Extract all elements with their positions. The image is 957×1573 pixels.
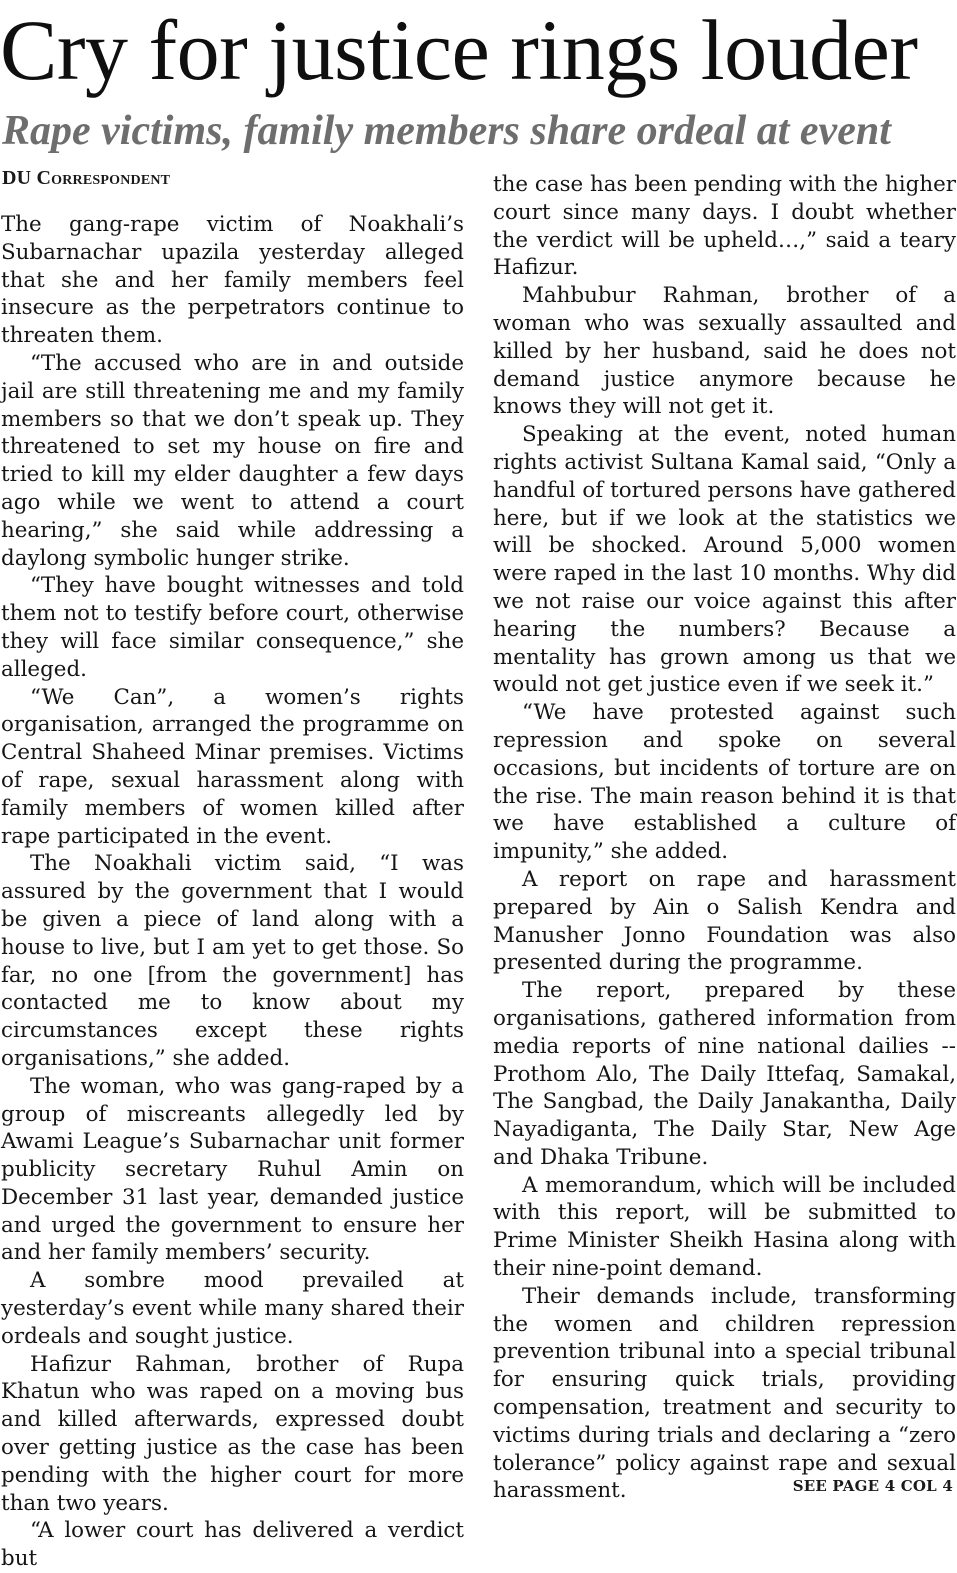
- paragraph: The Noakhali victim said, “I was assured by the government that I would be given a piece of land along with a house to live, but I am yet to get those. So far, no one [from the government] has contacted me to know about my circumstances except these rights organisations,” she added.: [1, 851, 464, 1071]
- continuation-jump-line: SEE PAGE 4 COL 4: [792, 1477, 953, 1495]
- byline: DU Correspondent: [2, 167, 171, 189]
- article-column-left: [1, 211, 464, 1572]
- paragraph: Speaking at the event, noted human rights activist Sultana Kamal said, “Only a handful of tortured persons have gathered here, but if we look at the statistics we will be shocked. Around 5,000 women were raped in the last 10 months. Why did we not raise our voice against this after hearing the numbers? Because a mentality has grown among us that we would not get justice even if we seek it.”: [493, 422, 956, 698]
- paragraph: A memorandum, which will be included with this report, will be submitted to Prime Minister Sheikh Hasina along with their nine-point demand.: [493, 1172, 956, 1282]
- paragraph: A sombre mood prevailed at yesterday’s event while many shared their ordeals and sought justice.: [1, 1268, 464, 1349]
- paragraph: The woman, who was gang-raped by a group of miscreants allegedly led by Awami League’s Subarnachar unit former publicity secretary Ruhul Amin on December 31 last year, demanded justice and urged the government to ensure her and her family members’ security.: [1, 1073, 464, 1266]
- paragraph: “We Can”, a women’s rights organisation, arranged the programme on Central Shaheed Minar premises. Victims of rape, sexual harassment along with family members of women killed after rape participated in the event.: [1, 684, 464, 849]
- paragraph: Hafizur Rahman, brother of Rupa Khatun who was raped on a moving bus and killed afterwards, expressed doubt over getting justice as the case has been pending with the higher court for more than two years.: [1, 1351, 464, 1516]
- paragraph: The report, prepared by these organisations, gathered information from media reports of nine national dailies -- Prothom Alo, The Daily Ittefaq, Samakal, The Sangbad, the Daily Janakantha, Daily Nayadiganta, The Daily Star, New Age and Dhaka Tribune.: [493, 978, 956, 1170]
- paragraph: Their demands include, transforming the women and children repression prevention tribunal into a special tribunal for ensuring quick trials, providing compensation, treatment and security to victims during trials and declaring a “zero tolerance” policy against rape and sexual harassment.: [493, 1283, 956, 1504]
- paragraph: A report on rape and harassment prepared by Ain o Salish Kendra and Manusher Jonno Foundation was also presented during the programme.: [493, 866, 956, 976]
- paragraph: The gang-rape victim of Noakhali’s Subarnachar upazila yesterday alleged that she and her family members feel insecure as the perpetrators continue to threaten them.: [1, 212, 464, 349]
- paragraph: “The accused who are in and outside jail are still threatening me and my family members so that we don’t speak up. They threatened to set my house on fire and tried to kill my elder daughter a few days ago while we went to attend a court hearing,” she said while addressing a daylong symbolic hunger strike.: [1, 350, 464, 571]
- headline: Cry for justice rings louder: [0, 2, 918, 98]
- paragraph: “A lower court has delivered a verdict but: [1, 1518, 464, 1572]
- paragraph: Mahbubur Rahman, brother of a woman who was sexually assaulted and killed by her husband, said he does not demand justice anymore because he knows they will not get it.: [493, 283, 956, 420]
- paragraph: “They have bought witnesses and told them not to testify before court, otherwise they will face similar consequence,” she alleged.: [1, 573, 464, 682]
- subheadline: Rape victims, family members share ordeal at event: [2, 108, 891, 154]
- paragraph: the case has been pending with the higher court since many days. I doubt whether the verdict will be upheld…,” said a teary Hafizur.: [493, 172, 956, 281]
- paragraph: “We have protested against such repression and spoke on several occasions, but incidents of torture are on the rise. The main reason behind it is that we have established a culture of impunity,” she added.: [493, 700, 956, 865]
